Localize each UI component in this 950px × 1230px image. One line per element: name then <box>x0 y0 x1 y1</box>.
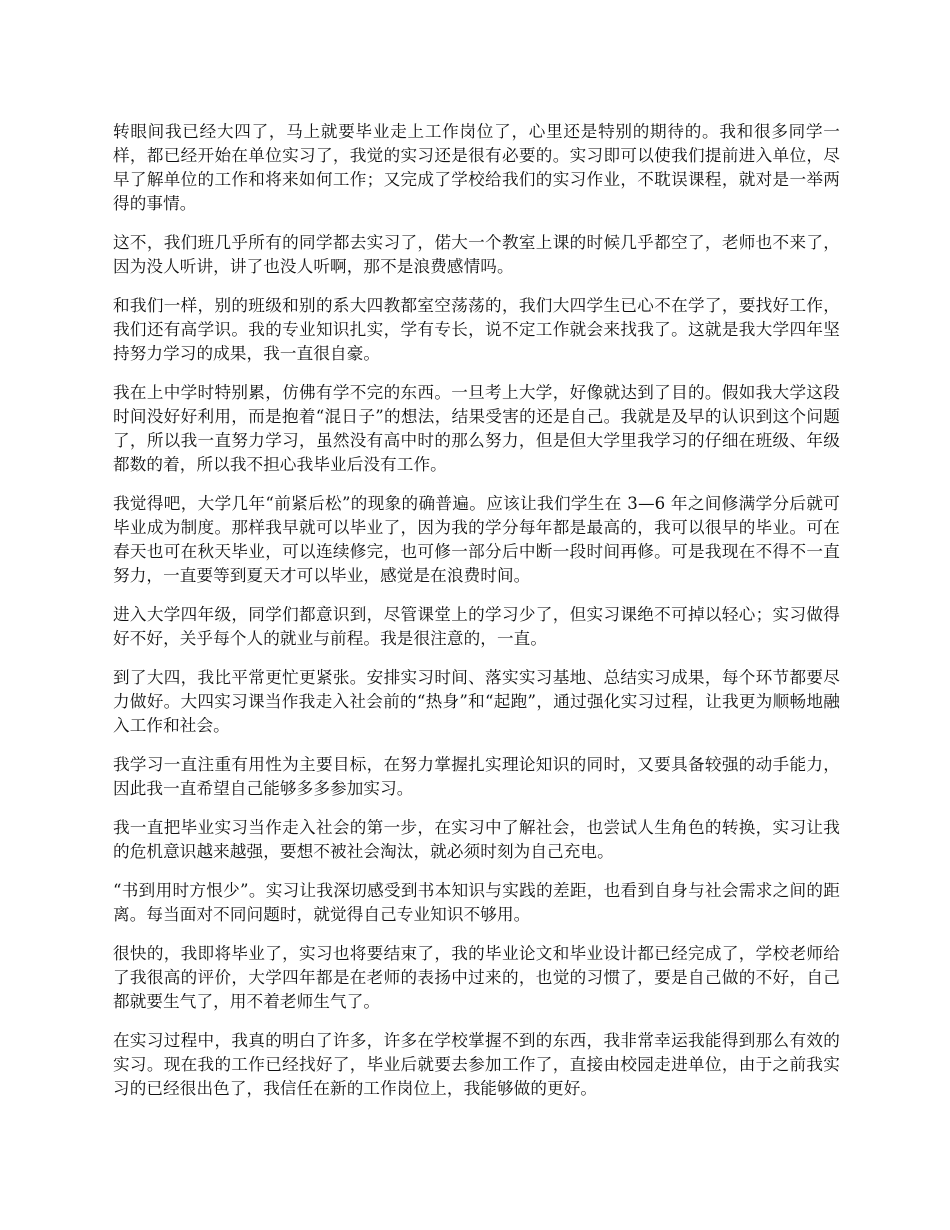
paragraph-6: 进入大学四年级，同学们都意识到，尽管课堂上的学习少了，但实习课绝不可掉以轻心；实习做得好不好，关乎每个人的就业与前程。我是很注意的，一直。 <box>113 605 840 648</box>
paragraph-12: 在实习过程中，我真的明白了许多，许多在学校掌握不到的东西，我非常幸运我能得到那么有效的实习。现在我的工作已经找好了，毕业后就要去参加工作了，直接由校园走进单位，由于之前我实习的已经很出色了，我信任在新的工作岗位上，我能够做的更好。 <box>113 1031 840 1098</box>
paragraph-3: 和我们一样，别的班级和别的系大四教都室空荡荡的，我们大四学生已心不在学了，要找好工作，我们还有高学识。我的专业知识扎实，学有专长，说不定工作就会来找我了。这就是我大学四年坚持努力学习的成果，我一直很自豪。 <box>113 296 840 363</box>
paragraph-11: 很快的，我即将毕业了，实习也将要结束了，我的毕业论文和毕业设计都已经完成了，学校老师给了我很高的评价，大学四年都是在老师的表扬中过来的，也觉的习惯了，要是自己做的不好，自己都就要生气了，用不着老师生气了。 <box>113 944 840 1011</box>
paragraph-5: 我觉得吧，大学几年“前紧后松”的现象的确普遍。应该让我们学生在 3—6 年之间修满学分后就可毕业成为制度。那样我早就可以毕业了，因为我的学分每年都是最高的，我可以很早的毕业。可在春天也可在秋天毕业，可以连续修完，也可修一部分后中断一段时间再修。可是我现在不得不一直努力，一直要等到夏天才可以毕业，感觉是在浪费时间。 <box>113 494 840 585</box>
document-body <box>113 120 840 1116</box>
paragraph-9: 我一直把毕业实习当作走入社会的第一步，在实习中了解社会，也尝试人生角色的转换，实习让我的危机意识越来越强，要想不被社会淘汰，就必须时刻为自己充电。 <box>113 818 840 861</box>
paragraph-7: 到了大四，我比平常更忙更紧张。安排实习时间、落实实习基地、总结实习成果，每个环节都要尽力做好。大四实习课当作我走入社会前的“热身”和“起跑”，通过强化实习过程，让我更为顺畅地融入工作和社会。 <box>113 668 840 735</box>
paragraph-4: 我在上中学时特别累，仿佛有学不完的东西。一旦考上大学，好像就达到了目的。假如我大学这段时间没好好利用，而是抱着“混日子”的想法，结果受害的还是自己。我就是及早的认识到这个问题了，所以我一直努力学习，虽然没有高中时的那么努力，但是但大学里我学习的仔细在班级、年级都数的着，所以我不担心我毕业后没有工作。 <box>113 383 840 474</box>
paragraph-10: “书到用时方恨少”。实习让我深切感受到书本知识与实践的差距，也看到自身与社会需求之间的距离。每当面对不同问题时，就觉得自己专业知识不够用。 <box>113 881 840 924</box>
paragraph-8: 我学习一直注重有用性为主要目标，在努力掌握扎实理论知识的同时，又要具备较强的动手能力，因此我一直希望自己能够多多参加实习。 <box>113 755 840 798</box>
paragraph-2: 这不，我们班几乎所有的同学都去实习了，偌大一个教室上课的时候几乎都空了，老师也不来了，因为没人听讲，讲了也没人听啊，那不是浪费感情吗。 <box>113 233 840 276</box>
paragraph-1: 转眼间我已经大四了，马上就要毕业走上工作岗位了，心里还是特别的期待的。我和很多同学一样，都已经开始在单位实习了，我觉的实习还是很有必要的。实习即可以使我们提前进入单位，尽早了解单位的工作和将来如何工作；又完成了学校给我们的实习作业，不耽误课程，就对是一举两得的事情。 <box>113 122 840 213</box>
